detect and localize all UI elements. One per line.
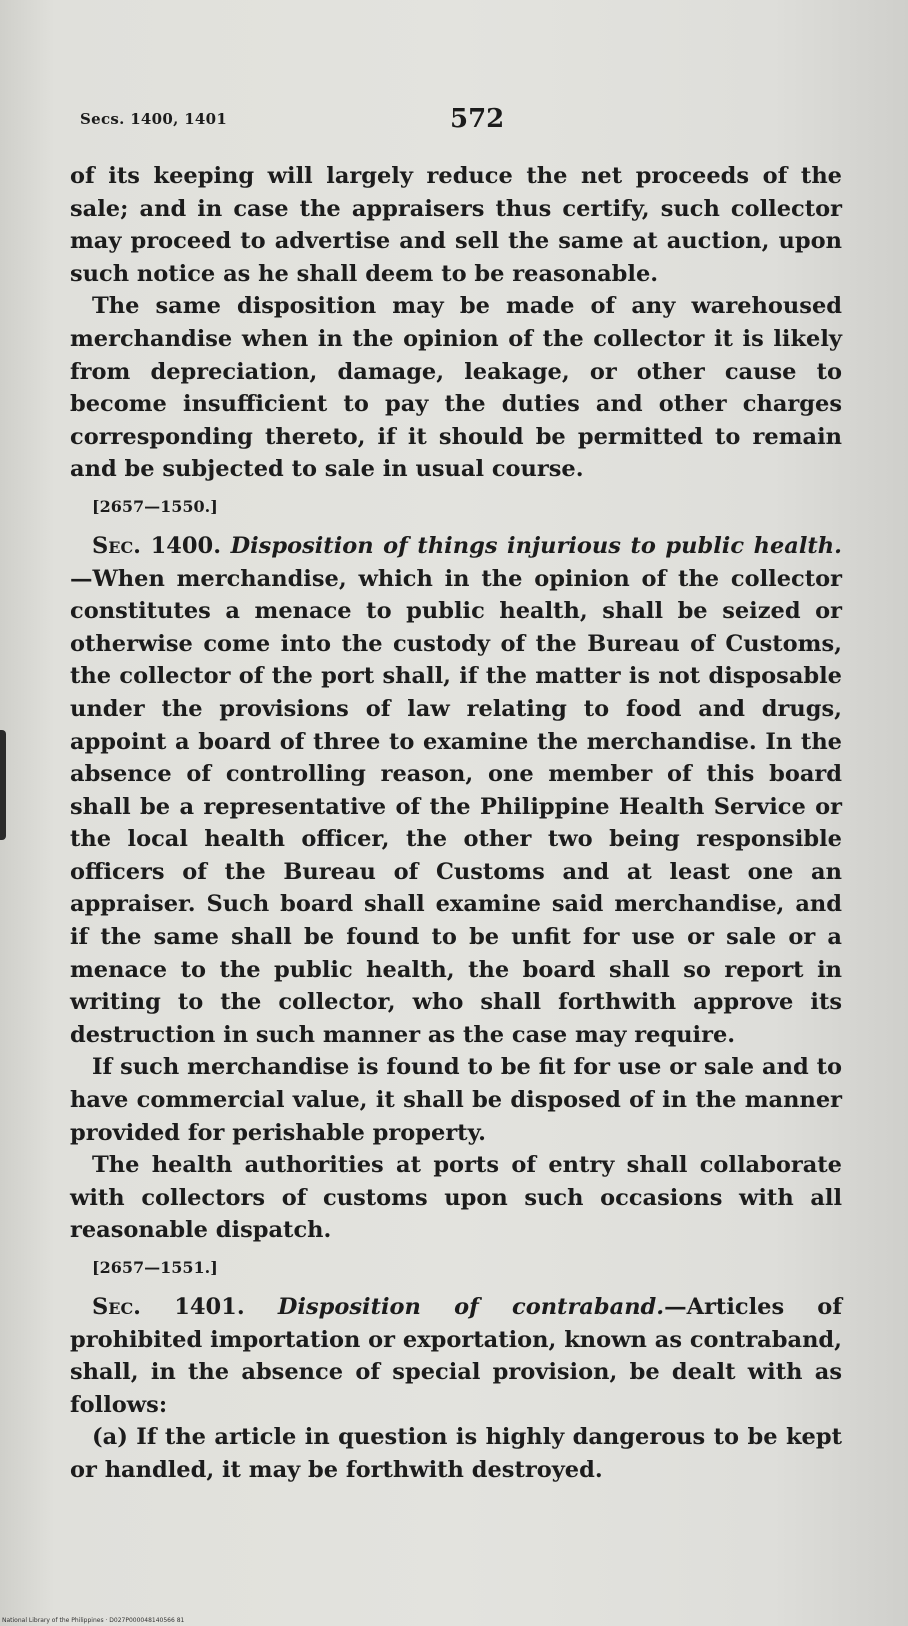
section-1401-text: —Articles of prohibited importation or exportation, known as contraband, shall, in the absence of special provision, be dealt with as follows:: [70, 1294, 842, 1418]
binding-edge-mark: [0, 730, 6, 840]
paragraph-a-dangerous: (a) If the article in question is highly dangerous to be kept or handled, it may be forthwith destroyed.: [70, 1424, 842, 1483]
citation-1550: [2657—1550.]: [92, 496, 218, 516]
section-1400-caption: Disposition of things injurious to public health.: [230, 532, 842, 559]
page-header: [80, 104, 840, 144]
section-1401-caption: Disposition of contraband.: [277, 1294, 665, 1320]
body-text: [70, 160, 842, 1487]
section-1401: [70, 1291, 842, 1421]
section-1400-text: —When merchandise, which in the opinion of the collector constitutes a menace to public health, shall be seized or otherwise come into the custody of the Bureau of Customs, the collector of the port shall, if the matter is not disposable under the provisions of law relating to food and drugs, appoint a board of three to examine the merchandise. In the absence of controlling reason, one member of this board shall be a representative of the Philippine Health Service or the local health officer, the other two being responsible officers of the Bureau of Customs and at least one an appraiser. Such board shall examine said merchandise, and if the same shall be found to be unfit for use or sale or a menace to the public health, the board shall so report in writing to the collector, who shall forthwith approve its destruction in such manner as the case may require.: [70, 565, 842, 1048]
scan-footer: National Library of the Philippines · D027P000048140566 81: [2, 1617, 185, 1624]
section-1401-label: Sec. 1401.: [92, 1294, 245, 1320]
paragraph-health-authorities: The health authorities at ports of entry shall collaborate with collectors of customs upon such occasions with all reasonable dispatch.: [70, 1152, 842, 1244]
paragraph-continuation: of its keeping will largely reduce the net proceeds of the sale; and in case the appraisers thus certify, such collector may proceed to advertise and sell the same at auction, upon such notice as he shall deem to be reasonable.: [70, 163, 842, 287]
page-number: 572: [450, 104, 505, 134]
paragraph-warehoused: The same disposition may be made of any warehoused merchandise when in the opinion of the collector it is likely from depreciation, damage, leakage, or other cause to become insufficient to pay the duties and other charges corresponding thereto, if it should be permitted to remain and be subjected to sale in usual course.: [70, 293, 842, 483]
citation-1551: [2657—1551.]: [92, 1258, 218, 1277]
section-1400: [70, 530, 842, 1052]
paragraph-fit-for-use: If such merchandise is found to be fit for use or sale and to have commercial value, it shall be disposed of in the manner provided for perishable property.: [70, 1054, 842, 1146]
section-1400-label: Sec. 1400.: [92, 532, 222, 559]
section-reference: Secs. 1400, 1401: [80, 110, 228, 128]
